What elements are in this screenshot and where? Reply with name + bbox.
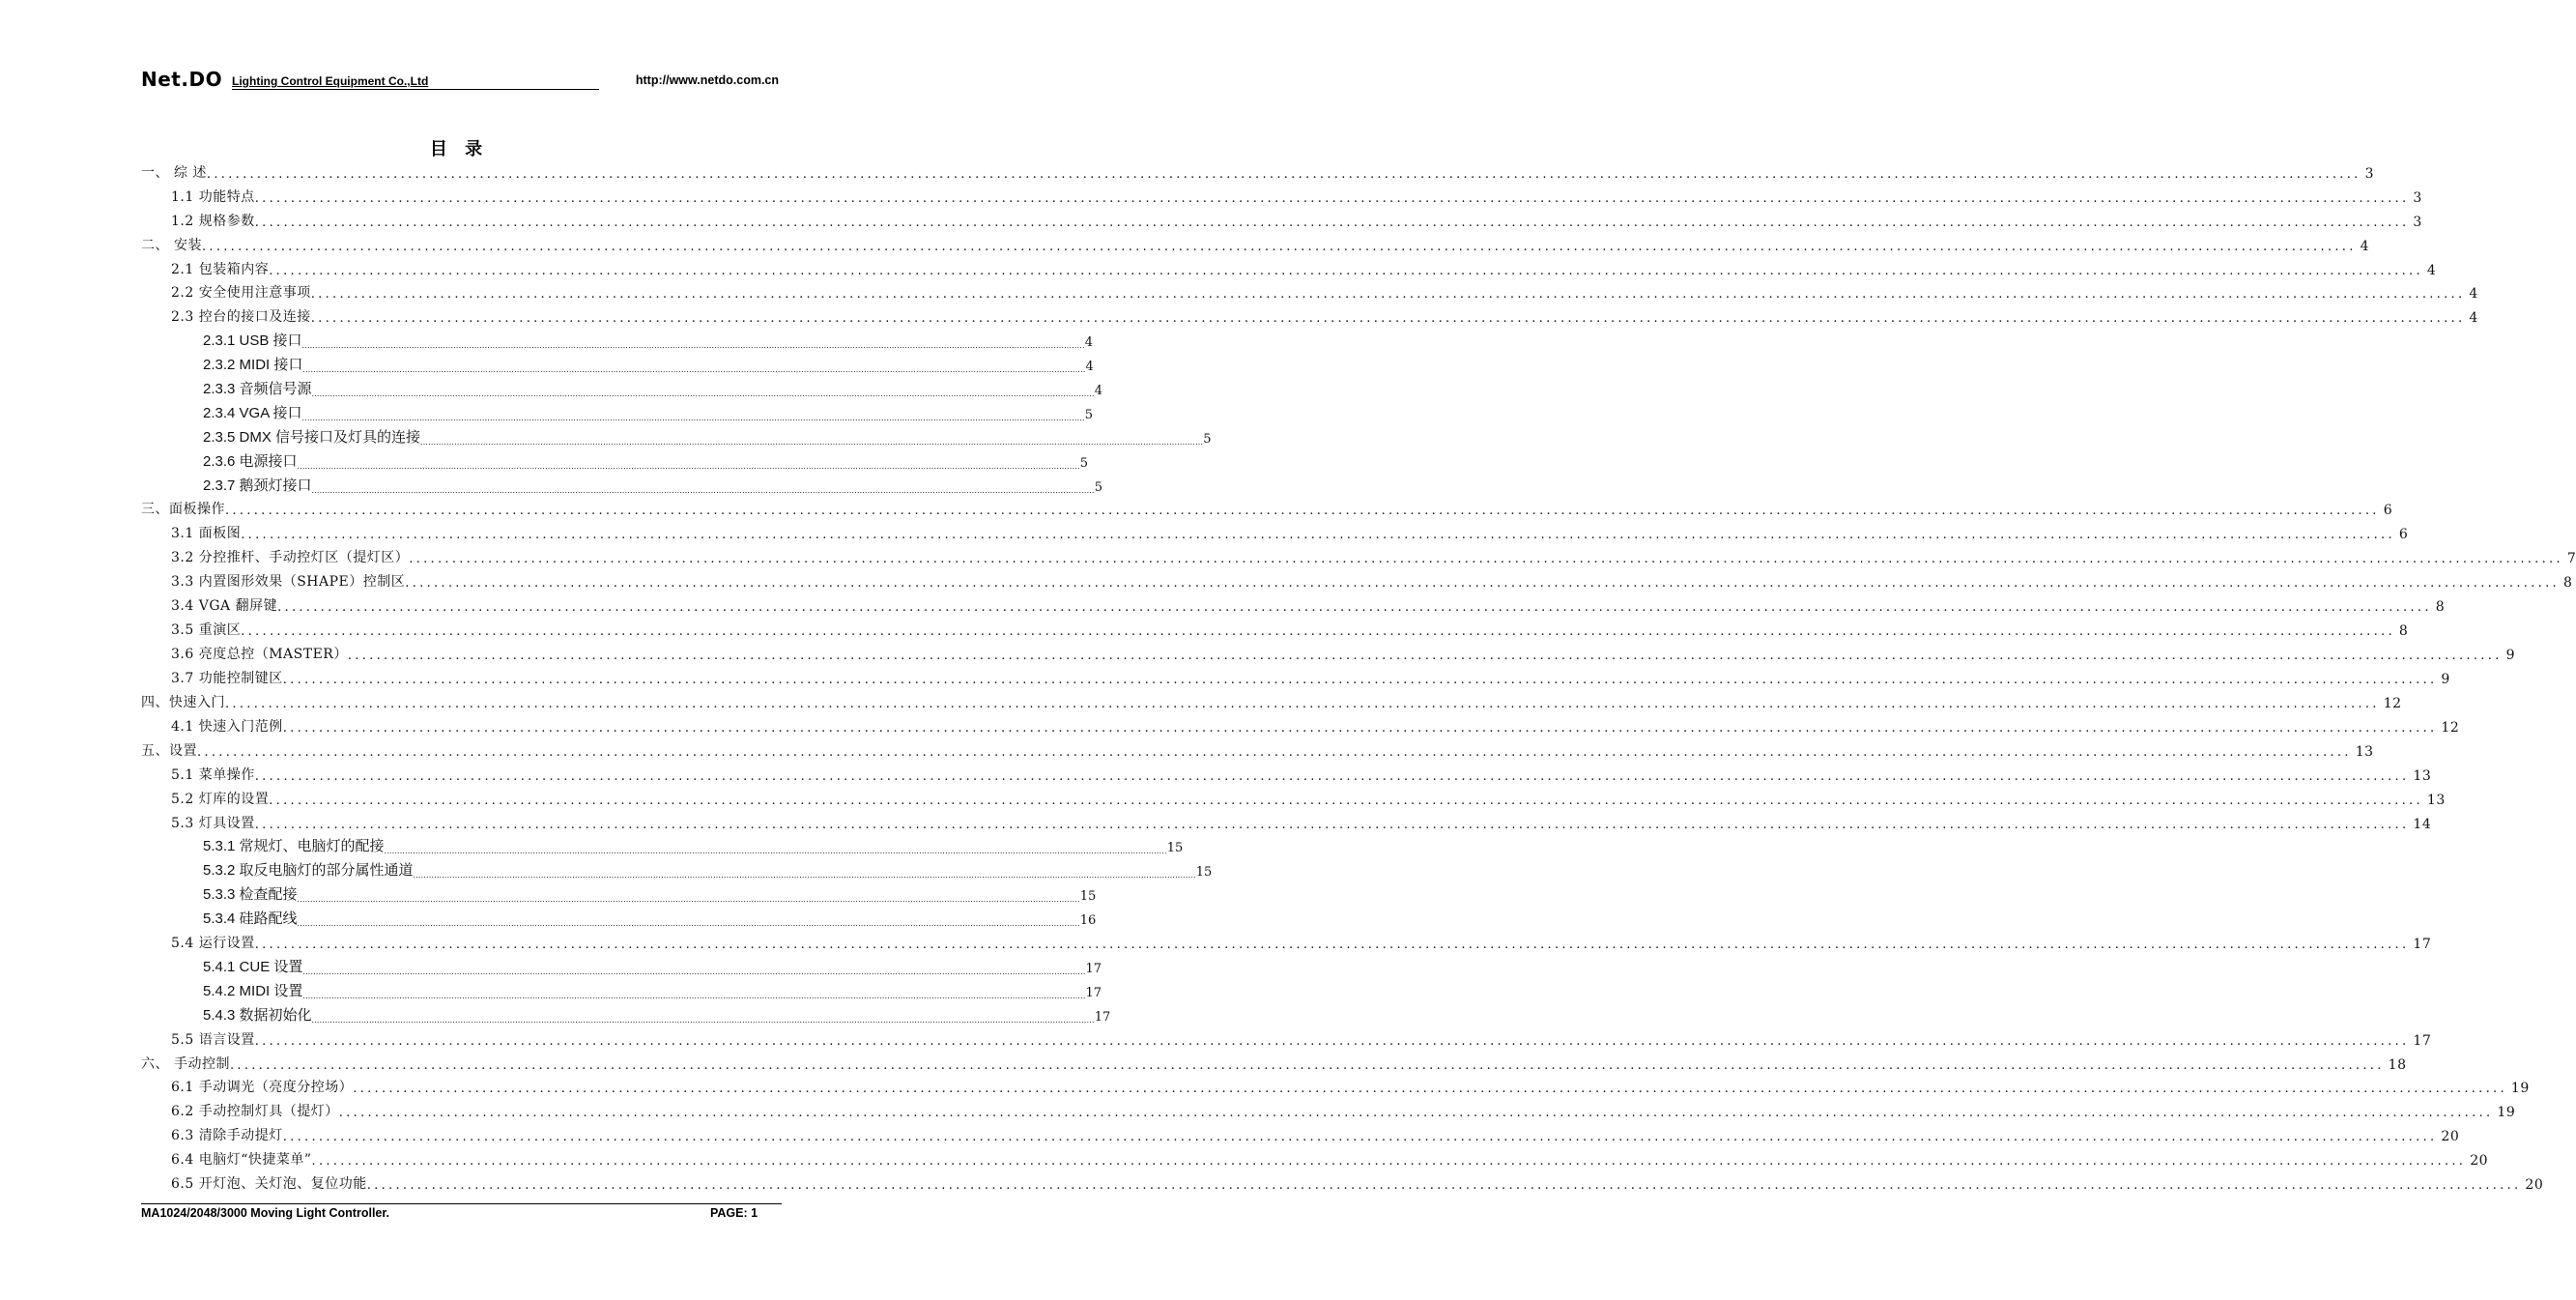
toc-entry-page: 3 [2413, 215, 2422, 230]
toc-entry-label: 5.5 语言设置 [171, 1032, 255, 1048]
toc-entry-page: 12 [2441, 720, 2460, 736]
toc-entry[interactable] [141, 497, 2393, 518]
company-url: http://www.netdo.com.cn [635, 73, 779, 87]
toc-entry-label: 1.1 功能特点 [171, 189, 255, 205]
toc-entry-label: 6.1 手动调光（亮度分控场） [171, 1080, 354, 1095]
toc-leader-dots: ............................................................................................................................................................................................................................................................................................................ [254, 191, 2410, 206]
toc-entry-page: 13 [2355, 744, 2374, 760]
toc-entry-page: 9 [2441, 672, 2450, 687]
toc-leader-dots: ............................................................................................................................................................................................................................................................................................................ [338, 1106, 2494, 1120]
toc-entry-page: 5 [1079, 456, 1088, 471]
toc-leader-dots: ............................................................................................................................................................................................................................................................................................................ [302, 967, 1086, 976]
toc-leader-dots: ............................................................................................................................................................................................................................................................................................................ [311, 1154, 2467, 1169]
toc-entry[interactable] [203, 858, 1213, 880]
toc-leader-dots: ............................................................................................................................................................................................................................................................................................................ [282, 721, 2438, 736]
toc-entry-label: 5.4.1 CUE 设置 [203, 959, 303, 975]
toc-entry[interactable] [203, 834, 1184, 855]
toc-entry[interactable] [171, 811, 2432, 832]
toc-entry[interactable] [171, 1123, 2460, 1144]
toc-leader-dots: ............................................................................................................................................................................................................................................................................................................ [254, 216, 2410, 230]
toc-leader-dots: ............................................................................................................................................................................................................................................................................................................ [206, 167, 2361, 182]
toc-entry-page: 8 [2562, 575, 2573, 591]
footer-rule [141, 1203, 782, 1204]
toc-entry-page: 17 [2413, 937, 2432, 952]
toc-entry-label: 5.3 灯具设置 [171, 816, 255, 831]
toc-leader-dots: ............................................................................................................................................................................................................................................................................................................ [302, 991, 1086, 1000]
toc-entry-page: 5 [1203, 432, 1212, 447]
toc-entry-page: 4 [1085, 360, 1094, 374]
toc-entry[interactable] [203, 329, 1093, 350]
toc-leader-dots: ............................................................................................................................................................................................................................................................................................................ [302, 364, 1086, 374]
toc-entry-page: 15 [1079, 889, 1097, 904]
toc-entry-page: 3 [2413, 190, 2422, 206]
toc-entry[interactable] [171, 931, 2432, 952]
toc-entry-label: 5.3.1 常规灯、电脑灯的配接 [203, 838, 385, 854]
toc-entry-label: 3.1 面板图 [171, 526, 242, 541]
toc-entry-label: 6.2 手动控制灯具（提灯） [171, 1104, 339, 1119]
toc-entry-page: 13 [2413, 768, 2432, 784]
toc-entry[interactable] [203, 979, 1102, 1000]
toc-leader-dots: ............................................................................................................................................................................................................................................................................................................ [311, 1015, 1095, 1025]
company-name [232, 74, 599, 90]
toc-entry[interactable] [171, 304, 2478, 326]
toc-entry-page: 12 [2383, 696, 2402, 711]
toc-entry-label: 6.4 电脑灯“快捷菜单” [171, 1152, 312, 1168]
toc-entry[interactable] [171, 569, 2573, 591]
toc-entry-label: 2.3.1 USB 接口 [203, 332, 302, 349]
toc-entry[interactable] [203, 425, 1212, 447]
toc-entry-label: 2.3.2 MIDI 接口 [203, 357, 303, 373]
toc-entry-label: 六、 手动控制 [141, 1056, 230, 1072]
toc-entry-label: 2.3.4 VGA 接口 [203, 405, 302, 421]
toc-leader-dots: ............................................................................................................................................................................................................................................................................................................ [310, 287, 2466, 302]
toc-entry[interactable] [171, 280, 2478, 302]
toc-entry-page: 7 [2566, 551, 2576, 566]
toc-leader-dots: ............................................................................................................................................................................................................................................................................................................ [269, 794, 2423, 808]
toc-entry-page: 6 [2398, 527, 2409, 542]
toc-entry[interactable] [171, 185, 2422, 206]
toc-leader-dots: ............................................................................................................................................................................................................................................................................................................ [384, 846, 1167, 855]
toc-entry-page: 17 [1085, 962, 1102, 976]
toc-entry[interactable] [203, 882, 1097, 904]
toc-leader-dots: ............................................................................................................................................................................................................................................................................................................ [311, 485, 1095, 495]
toc-entry[interactable] [203, 401, 1093, 422]
toc-leader-dots: ............................................................................................................................................................................................................................................................................................................ [301, 340, 1085, 350]
toc-entry-page: 19 [2497, 1105, 2516, 1120]
toc-entry[interactable] [203, 1003, 1111, 1025]
toc-entry-page: 6 [2383, 503, 2393, 518]
toc-entry-label: 2.3.6 电源接口 [203, 453, 298, 470]
toc-title: 目 录 [429, 139, 489, 159]
toc-entry[interactable] [141, 160, 2375, 182]
toc-entry[interactable] [171, 714, 2460, 736]
toc-entry-label: 3.2 分控推杆、手动控灯区（提灯区） [171, 550, 410, 565]
toc-entry-page: 20 [2525, 1177, 2544, 1193]
toc-entry-page: 16 [1079, 913, 1097, 928]
toc-entry-page: 18 [2388, 1057, 2407, 1073]
toc-entry-label: 5.4.3 数据初始化 [203, 1007, 312, 1024]
toc-entry-label: 2.3 控台的接口及连接 [171, 309, 311, 325]
toc-entry-label: 2.3.5 DMX 信号接口及灯具的连接 [203, 429, 421, 446]
footer-page-number: PAGE: 1 [710, 1206, 758, 1220]
toc-entry-label: 一、 综 述 [141, 165, 207, 181]
footer-product-name: MA1024/2048/3000 Moving Light Controller. [141, 1206, 390, 1220]
toc-entry-label: 二、 安装 [141, 238, 202, 253]
toc-entry-label: 5.4 运行设置 [171, 936, 255, 951]
toc-entry-page: 20 [2441, 1129, 2460, 1144]
toc-entry-page: 9 [2505, 648, 2515, 663]
toc-leader-dots: ............................................................................................................................................................................................................................................................................................................ [254, 1034, 2410, 1049]
toc-entry[interactable] [171, 1099, 2516, 1120]
toc-entry[interactable] [203, 474, 1102, 495]
toc-leader-dots: ............................................................................................................................................................................................................................................................................................................ [225, 504, 2380, 518]
toc-entry-page: 8 [2435, 599, 2446, 615]
toc-entry-label: 3.5 重演区 [171, 622, 242, 638]
toc-entry-label: 2.1 包装箱内容 [171, 262, 270, 277]
company-name-text: Lighting Control Equipment Co.,Ltd [232, 74, 429, 88]
toc-entry[interactable] [171, 1075, 2530, 1096]
toc-entry[interactable] [203, 449, 1088, 471]
toc-leader-dots: ............................................................................................................................................................................................................................................................................................................ [366, 1178, 2522, 1193]
toc-entry-page: 3 [2364, 166, 2375, 182]
toc-leader-dots: ............................................................................................................................................................................................................................................................................................................ [282, 673, 2438, 687]
toc-entry-label: 2.3.7 鹅颈灯接口 [203, 477, 312, 494]
toc-leader-dots: ............................................................................................................................................................................................................................................................................................................ [297, 918, 1080, 928]
toc-leader-dots: ............................................................................................................................................................................................................................................................................................................ [405, 576, 2560, 591]
toc-entry[interactable] [203, 955, 1102, 976]
toc-entry-label: 1.2 规格参数 [171, 214, 255, 229]
toc-leader-dots: ............................................................................................................................................................................................................................................................................................................ [225, 697, 2380, 711]
toc-leader-dots: ............................................................................................................................................................................................................................................................................................................ [297, 461, 1080, 471]
toc-entry-label: 5.3.3 检查配接 [203, 886, 298, 903]
toc-entry-page: 13 [2426, 793, 2446, 808]
toc-leader-dots: ............................................................................................................................................................................................................................................................................................................ [197, 745, 2352, 760]
toc-entry[interactable] [203, 353, 1094, 374]
toc-leader-dots: ............................................................................................................................................................................................................................................................................................................ [254, 938, 2410, 952]
toc-entry-page: 4 [2469, 286, 2478, 302]
toc-leader-dots: ............................................................................................................................................................................................................................................................................................................ [241, 528, 2395, 542]
toc-leader-dots: ............................................................................................................................................................................................................................................................................................................ [420, 437, 1204, 447]
toc-entry[interactable] [171, 593, 2446, 615]
toc-leader-dots: ............................................................................................................................................................................................................................................................................................................ [310, 311, 2466, 326]
toc-entry-label: 4.1 快速入门范例 [171, 719, 283, 735]
toc-leader-dots: ............................................................................................................................................................................................................................................................................................................ [409, 552, 2563, 566]
toc-entry[interactable] [141, 233, 2370, 254]
toc-entry-label: 5.3.2 取反电脑灯的部分属性通道 [203, 862, 414, 879]
page-header [141, 66, 779, 93]
toc-entry-label: 3.6 亮度总控（MASTER） [171, 647, 348, 662]
toc-entry-label: 5.4.2 MIDI 设置 [203, 983, 303, 999]
toc-entry[interactable] [141, 738, 2374, 760]
toc-entry[interactable] [171, 1171, 2544, 1193]
toc-leader-dots: ............................................................................................................................................................................................................................................................................................................ [282, 1130, 2438, 1144]
toc-entry[interactable] [171, 763, 2432, 784]
toc-leader-dots: ............................................................................................................................................................................................................................................................................................................ [301, 413, 1085, 422]
toc-entry-page: 4 [2360, 239, 2370, 254]
toc-entry[interactable] [171, 1027, 2432, 1049]
toc-leader-dots: ............................................................................................................................................................................................................................................................................................................ [297, 894, 1080, 904]
toc-entry-label: 2.3.3 音频信号源 [203, 381, 312, 397]
toc-entry-label: 3.3 内置图形效果（SHAPE）控制区 [171, 574, 406, 590]
toc-entry-label: 3.4 VGA 翻屏键 [171, 598, 278, 614]
toc-entry[interactable] [203, 907, 1097, 928]
toc-leader-dots: ............................................................................................................................................................................................................................................................................................................ [347, 649, 2503, 663]
toc-entry-label: 五、设置 [141, 743, 197, 759]
toc-entry[interactable] [171, 666, 2450, 687]
toc-entry-label: 5.3.4 硅路配线 [203, 910, 298, 927]
toc-entry-label: 四、快速入门 [141, 695, 225, 710]
toc-entry[interactable] [203, 377, 1102, 398]
toc-leader-dots: ............................................................................................................................................................................................................................................................................................................ [201, 240, 2357, 254]
toc-entry-page: 8 [2398, 623, 2409, 639]
toc-leader-dots: ............................................................................................................................................................................................................................................................................................................ [413, 870, 1196, 880]
toc-entry-page: 14 [2413, 817, 2432, 832]
toc-entry[interactable] [171, 1147, 2489, 1169]
toc-leader-dots: ............................................................................................................................................................................................................................................................................................................ [254, 769, 2410, 784]
toc-entry-page: 5 [1084, 408, 1093, 422]
toc-entry-page: 4 [2426, 263, 2437, 278]
toc-leader-dots: ............................................................................................................................................................................................................................................................................................................ [269, 264, 2423, 278]
toc-entry[interactable] [141, 690, 2402, 711]
toc-leader-dots: ............................................................................................................................................................................................................................................................................................................ [254, 818, 2410, 832]
toc-entry-label: 3.7 功能控制键区 [171, 671, 283, 686]
netdo-logo: Net.DO [141, 68, 223, 91]
toc-leader-dots: ............................................................................................................................................................................................................................................................................................................ [229, 1058, 2385, 1073]
toc-entry-page: 15 [1166, 841, 1184, 855]
toc-entry-label: 2.2 安全使用注意事项 [171, 285, 311, 301]
toc-leader-dots: ............................................................................................................................................................................................................................................................................................................ [353, 1082, 2507, 1096]
toc-entry-page: 17 [1085, 986, 1102, 1000]
toc-entry[interactable] [171, 642, 2515, 663]
toc-entry-label: 6.3 清除手动提灯 [171, 1128, 283, 1143]
toc-entry-page: 20 [2470, 1153, 2489, 1169]
toc-entry[interactable] [171, 521, 2409, 542]
toc-entry-label: 三、面板操作 [141, 502, 225, 517]
toc-entry-label: 5.1 菜单操作 [171, 767, 255, 783]
toc-leader-dots: ............................................................................................................................................................................................................................................................................................................ [277, 600, 2432, 615]
toc-entry-page: 19 [2510, 1081, 2530, 1096]
toc-entry-page: 4 [2469, 310, 2478, 326]
toc-entry[interactable] [171, 257, 2437, 278]
toc-entry[interactable] [171, 787, 2446, 808]
toc-entry[interactable] [141, 1052, 2407, 1073]
toc-entry[interactable] [171, 209, 2422, 230]
toc-entry[interactable] [171, 545, 2576, 566]
toc-entry-label: 5.2 灯库的设置 [171, 792, 270, 807]
toc-entry-page: 15 [1195, 865, 1213, 880]
toc-entry-page: 17 [2413, 1033, 2432, 1049]
toc-entry-page: 4 [1084, 335, 1093, 350]
toc-entry-page: 4 [1094, 384, 1102, 398]
toc-leader-dots: ............................................................................................................................................................................................................................................................................................................ [241, 624, 2395, 639]
toc-entry-page: 17 [1094, 1010, 1111, 1025]
toc-entry[interactable] [171, 618, 2409, 639]
toc-leader-dots: ............................................................................................................................................................................................................................................................................................................ [311, 389, 1095, 398]
toc-entry-page: 5 [1094, 480, 1102, 495]
toc-entry-label: 6.5 开灯泡、关灯泡、复位功能 [171, 1176, 367, 1192]
